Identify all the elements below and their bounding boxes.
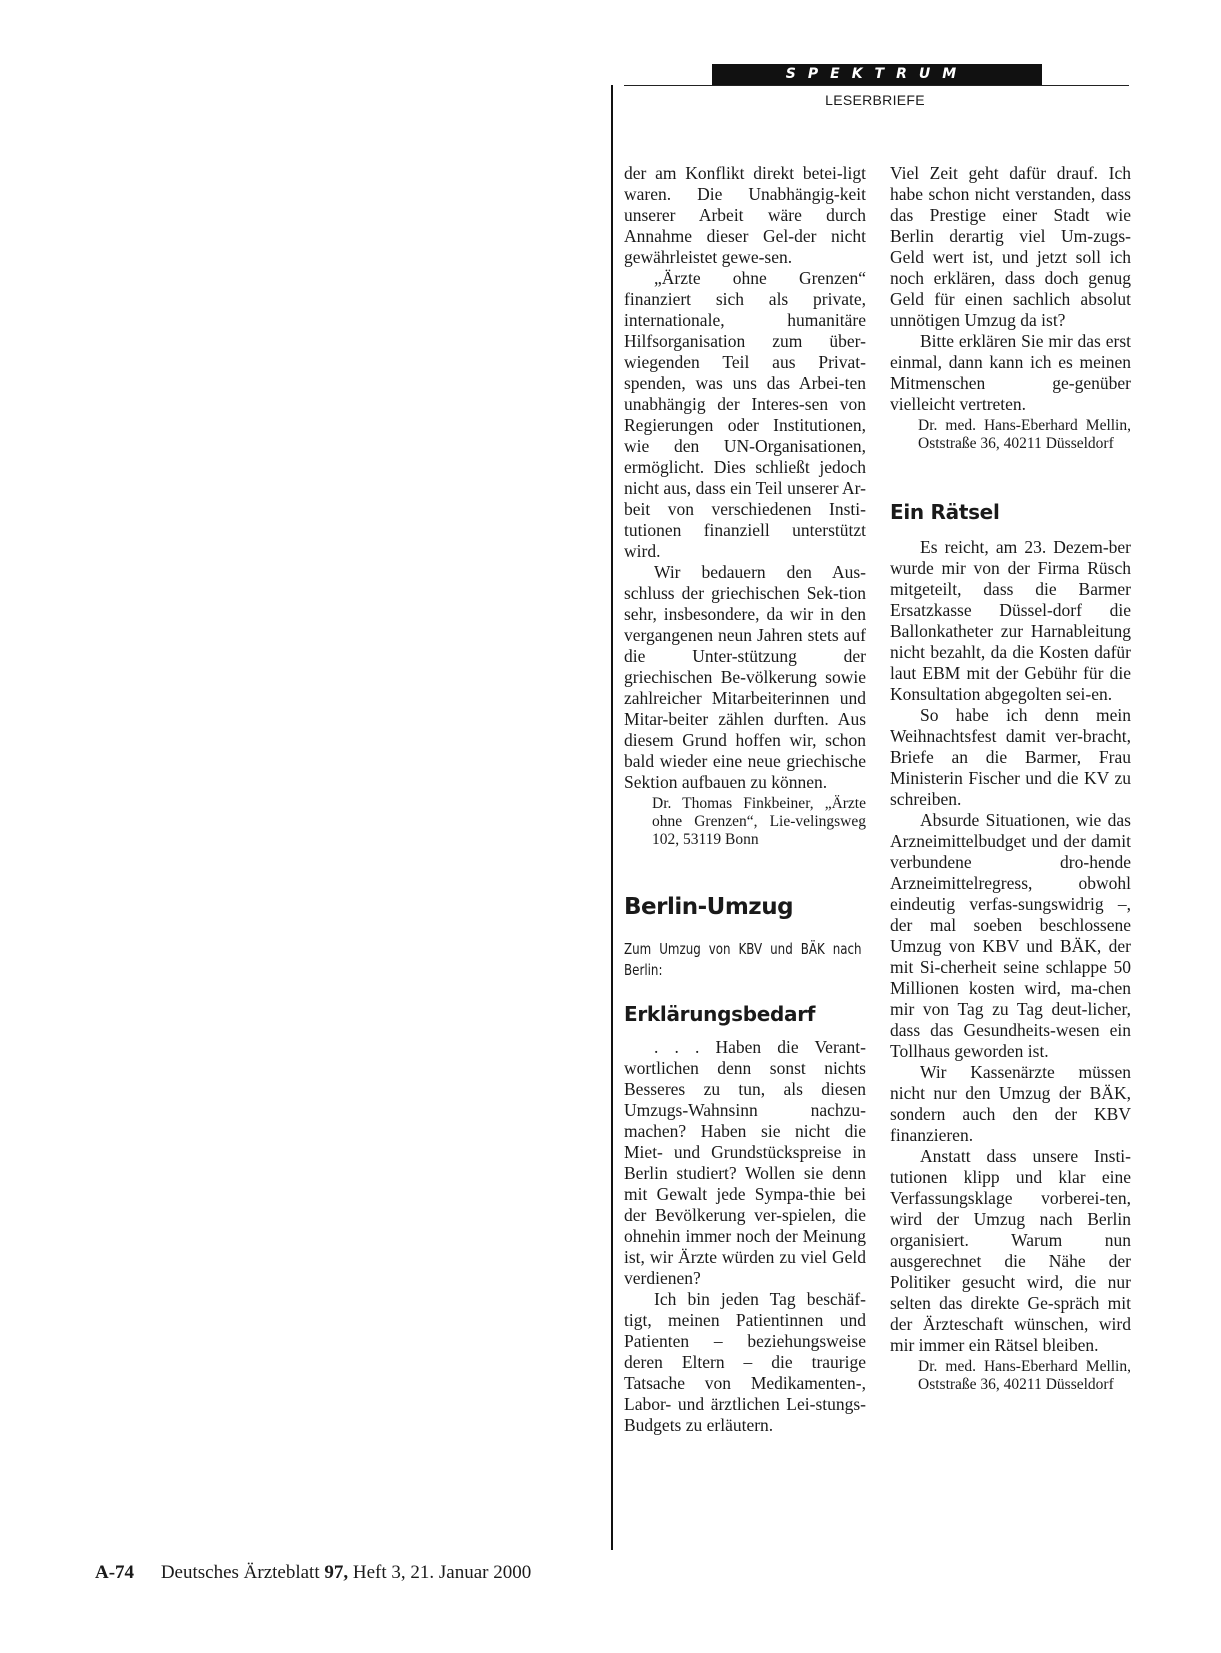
journal-name: Deutsches Ärzteblatt bbox=[160, 1562, 320, 1583]
section-intro: Zum Umzug von KBV und BÄK nach Berlin: bbox=[624, 940, 862, 979]
section-subtitle: LESERBRIEFE bbox=[825, 92, 925, 108]
column-divider bbox=[611, 85, 613, 1550]
letter-paragraph: Wir bedauern den Aus-schluss der griechischen Sek-tion sehr, insbesondere, da wir in den vergangenen neun Jahren stets auf die Unter-stützung der griechischen Be-völkerung sowie zahlreicher Mitarbeiterinnen und Mitar-beiter zählen durften. Aus diesem Grund hoffen wir, schon bald wieder eine neue griechische Sektion aufbauen zu können. bbox=[624, 562, 866, 792]
letter-paragraph: Viel Zeit geht dafür drauf. Ich habe schon nicht verstanden, dass das Prestige einer Stadt wie Berlin derartig viel Um-zugs-Geld wert ist, und jetzt soll ich noch erklären, dass doch genug Geld für einen sachlich absolut unnötigen Umzug da ist? bbox=[890, 163, 1131, 330]
letter-paragraph: der am Konflikt direkt betei-ligt waren. Die Unabhängig-keit unserer Arbeit wäre durch Annahme dieser Gel-der nicht gewährleistet gewe-sen. bbox=[624, 163, 866, 267]
right-column bbox=[890, 163, 1131, 1394]
letter-paragraph: Wir Kassenärzte müssen nicht nur den Umzug der BÄK, sondern auch den der KBV finanzieren. bbox=[890, 1062, 1131, 1145]
author-signature: Dr. med. Hans-Eberhard Mellin, Oststraße 36, 40211 Düsseldorf bbox=[918, 417, 1131, 452]
left-column bbox=[624, 163, 866, 1436]
header-rule bbox=[624, 85, 1129, 86]
section-heading: Berlin-Umzug bbox=[624, 894, 794, 920]
author-signature: Dr. med. Hans-Eberhard Mellin, Oststraße 36, 40211 Düsseldorf bbox=[918, 1358, 1131, 1393]
journal-issue: Heft 3, 21. Januar 2000 bbox=[352, 1562, 532, 1583]
letter-heading: Ein Rätsel bbox=[890, 500, 1000, 524]
journal-volume: 97, bbox=[324, 1562, 349, 1583]
section-banner: SPEKTRUM bbox=[712, 64, 1042, 85]
letter-heading: Erklärungsbedarf bbox=[624, 1002, 816, 1026]
letter-paragraph: Anstatt dass unsere Insti-tutionen klipp und klar eine Verfassungsklage vorberei-ten, wird der Umzug nach Berlin organisiert. Warum nun ausgerechnet die Nähe der Politiker gesucht wird, die nur selten das direkte Ge-spräch mit der Ärzteschaft wünschen, wird mir immer ein Rätsel bleiben. bbox=[890, 1146, 1131, 1355]
letter-paragraph: Absurde Situationen, wie das Arzneimittelbudget und der damit verbundene dro-hende Arzneimittelregress, obwohl eindeutig verfas-sungswidrig –, der mal soeben beschlossene Umzug von KBV und BÄK, der mit Si-cherheit seine schlappe 50 Millionen kosten wird, ma-chen mir von Tag zu Tag deut-licher, dass das Gesundheits-wesen ein Tollhaus geworden ist. bbox=[890, 810, 1131, 1061]
letter-paragraph: Ich bin jeden Tag beschäf-tigt, meinen Patientinnen und Patienten – beziehungsweise deren Eltern – die traurige Tatsache von Medikamenten-, Labor- und ärztlichen Lei-stungs-Budgets zu erläutern. bbox=[624, 1289, 866, 1435]
letter-paragraph: Es reicht, am 23. Dezem-ber wurde mir von der Firma Rüsch mitgeteilt, dass die Barmer Ersatzkasse Düssel-dorf die Ballonkatheter zur Harnableitung nicht bezahlt, da die Kosten dafür laut EBM mit der Gebühr für die Konsultation abgegolten sei-en. bbox=[890, 537, 1131, 704]
letter-paragraph: Bitte erklären Sie mir das erst einmal, dann kann ich es meinen Mitmenschen ge-genüber vielleicht vertreten. bbox=[890, 331, 1131, 414]
letter-paragraph: So habe ich denn mein Weihnachtsfest damit ver-bracht, Briefe an die Barmer, Frau Ministerin Fischer und die KV zu schreiben. bbox=[890, 705, 1131, 809]
letter-paragraph: „Ärzte ohne Grenzen“ finanziert sich als private, internationale, humanitäre Hilfsorganisation zum über-wiegenden Teil aus Privat-spenden, was uns das Arbei-ten unabhängig der Interes-sen von Regierungen oder Institutionen, wie den UN-Organisationen, ermöglicht. Dies schließt jedoch nicht aus, dass ein Teil unserer Ar-beit von verschiedenen Insti-tutionen finanziell unterstützt wird. bbox=[624, 268, 866, 561]
page-number: A-74 bbox=[95, 1562, 135, 1583]
letter-paragraph: . . . Haben die Verant-wortlichen denn sonst nichts Besseres zu tun, als diesen Umzugs-Wahnsinn nachzu-machen? Haben sie nicht die Miet- und Grundstückspreise in Berlin studiert? Wollen sie denn mit Gewalt jede Sympa-thie bei der Bevölkerung ver-spielen, die ohnehin immer noch der Meinung ist, wir Ärzte würden zu viel Geld verdienen? bbox=[624, 1037, 866, 1288]
author-signature: Dr. Thomas Finkbeiner, „Ärzte ohne Grenzen“, Lie-velingsweg 102, 53119 Bonn bbox=[652, 795, 866, 848]
page-footer bbox=[95, 1562, 531, 1584]
